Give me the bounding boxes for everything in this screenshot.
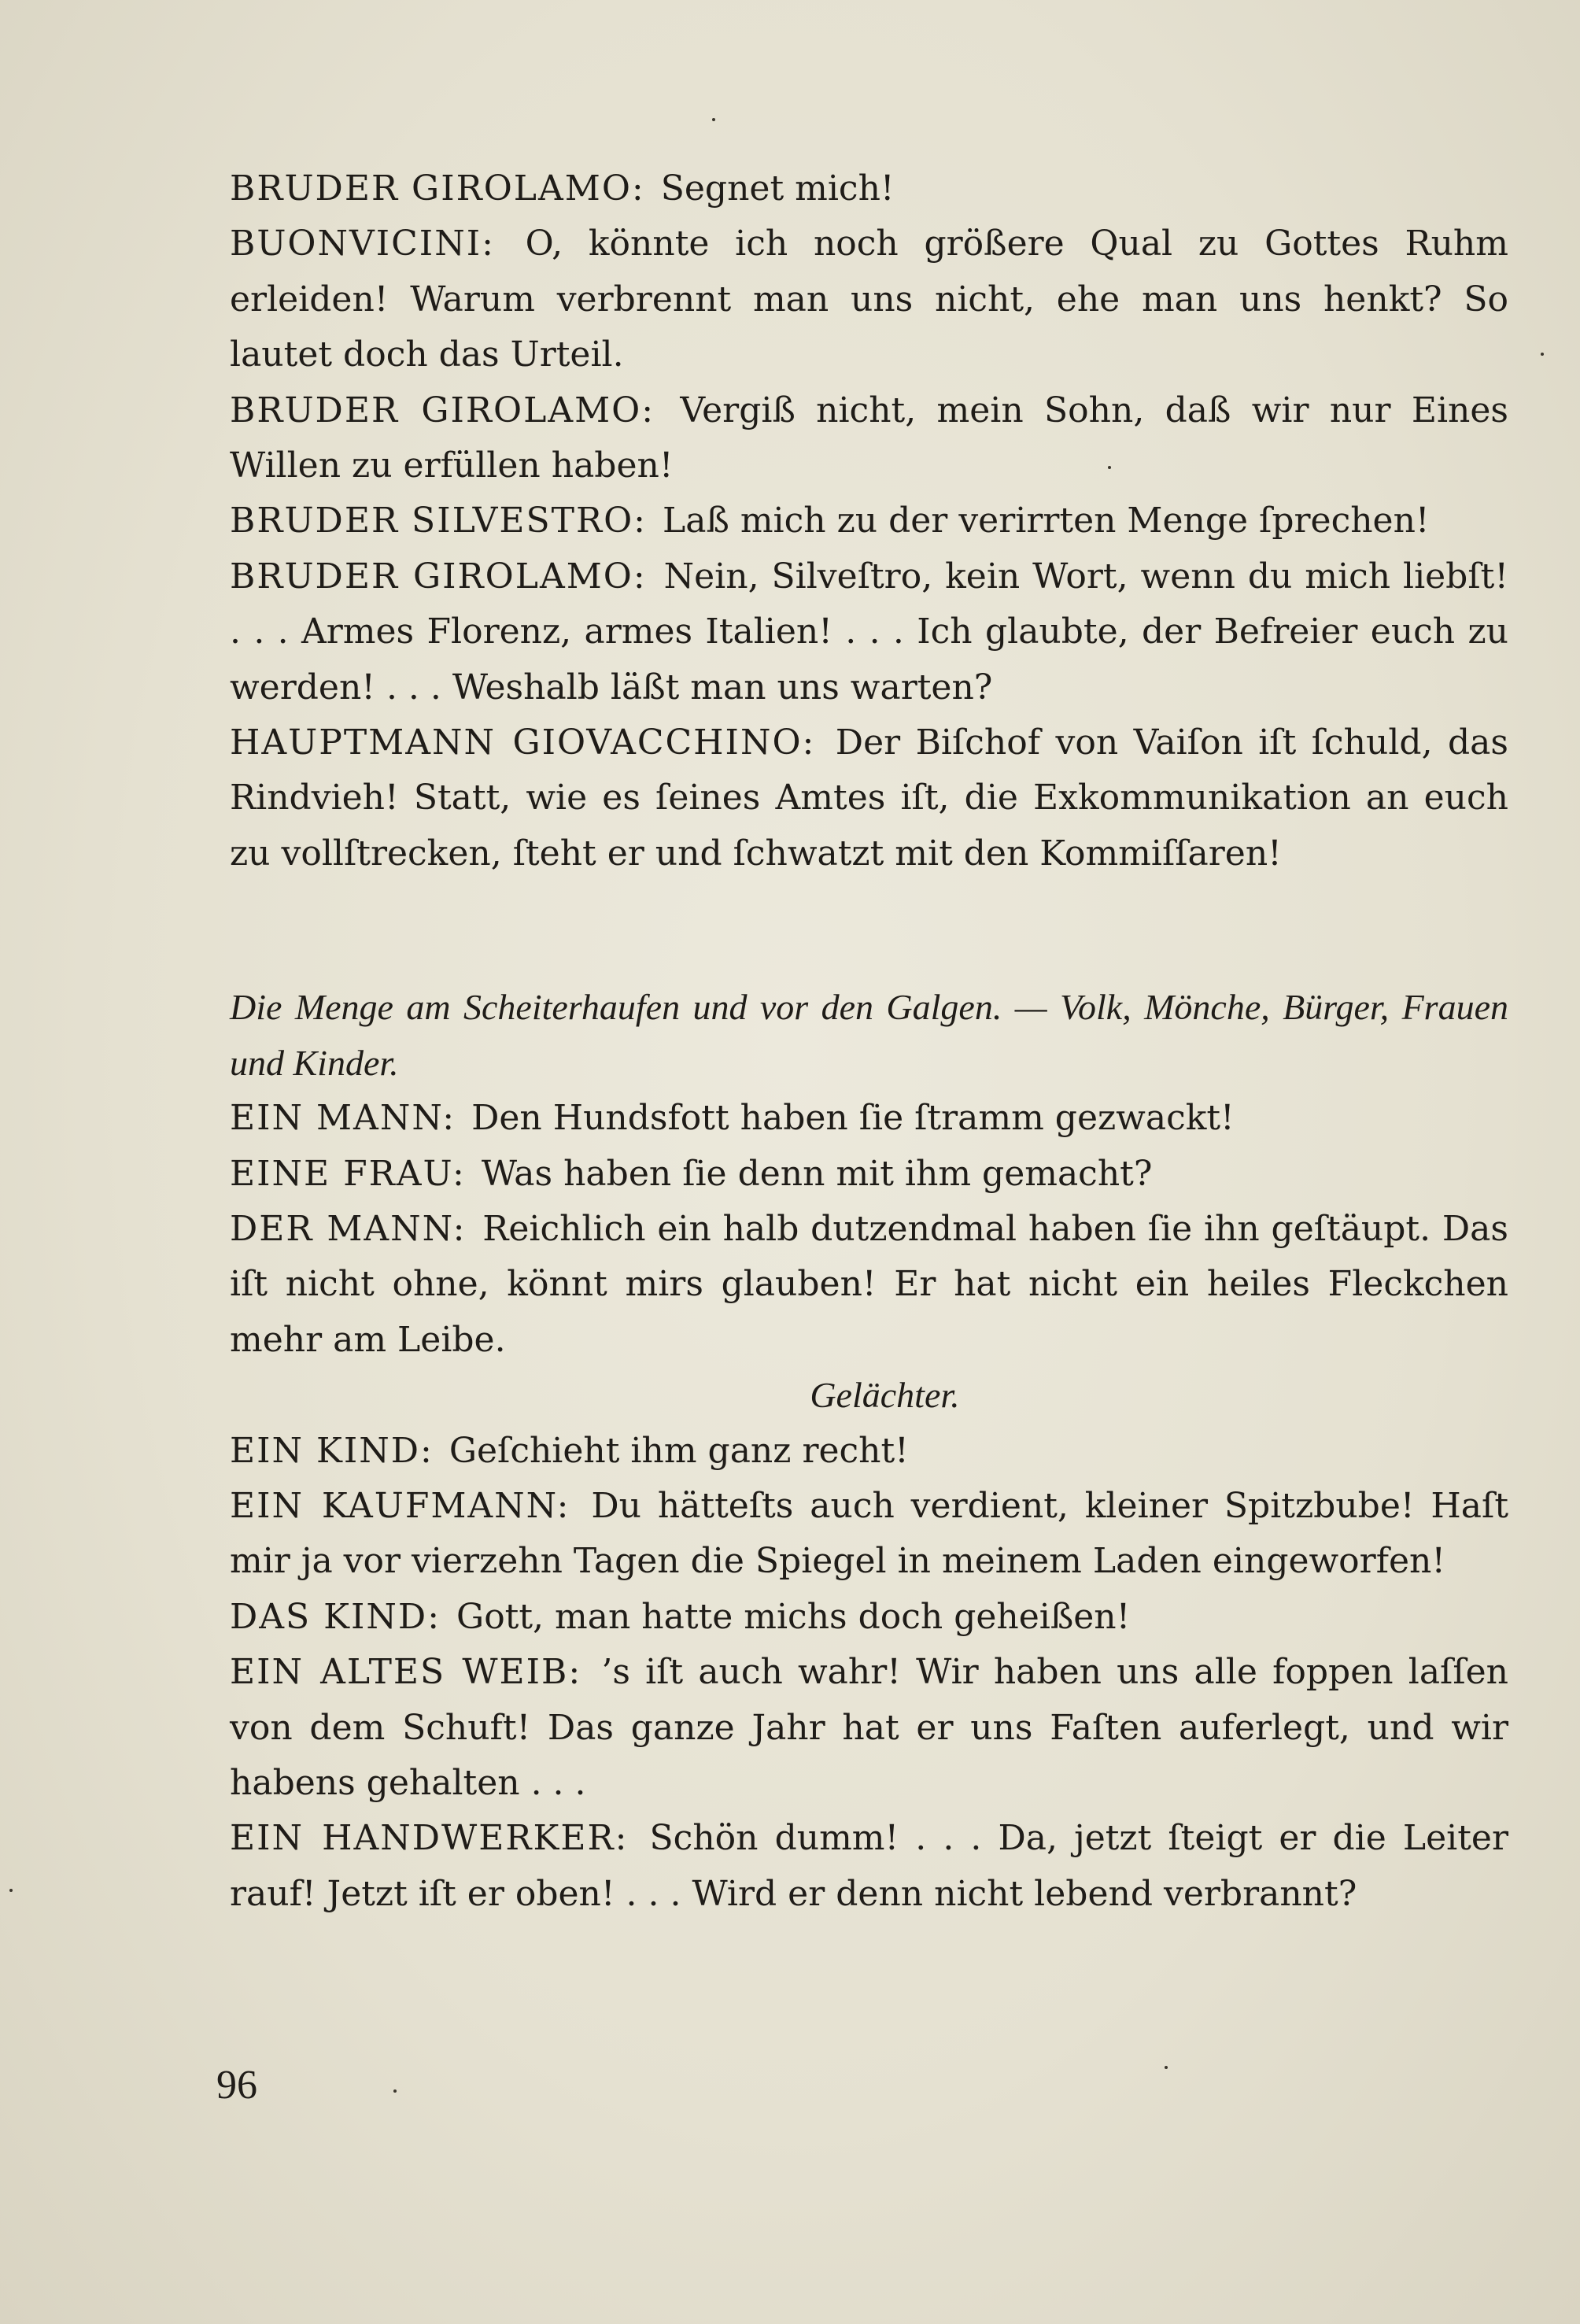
speaker-name: EIN MANN: — [230, 1098, 456, 1139]
dialogue-text: Vergiß nicht, mein Sohn, daß wir nur Eines Willen zu erfüllen haben! — [230, 390, 1508, 486]
dialogue-line — [230, 1479, 1508, 1590]
speaker-name: EINE FRAU: — [230, 1153, 466, 1194]
play-text — [230, 161, 1508, 1922]
dialogue-line — [230, 1645, 1508, 1811]
speaker-name: HAUPTMANN GIOVACCHINO: — [230, 722, 816, 763]
dialogue-text: Nein, Silveſtro, kein Wort, wenn du mich liebſt! . . . Armes Florenz, armes Italien! . . . Ich glaubte, der Befreier euch zu werden! . . . Weshalb läßt man uns warten? — [230, 556, 1508, 708]
dialogue-text: O, könnte ich noch größere Qual zu Gottes Ruhm erleiden! Warum verbrennt man uns nicht, ehe man uns henkt? So lautet doch das Urteil. — [230, 224, 1508, 375]
dialogue-line — [230, 161, 1508, 216]
dialogue-text: Du hätteſts auch verdient, kleiner Spitzbube! Haſt mir ja vor vierzehn Tagen die Spiegel in meinem Laden eingeworfen! — [230, 1485, 1508, 1582]
speaker-name: EIN HANDWERKER: — [230, 1818, 629, 1859]
dialogue-text: Was haben ſie denn mit ihm gemacht? — [481, 1153, 1153, 1194]
dialogue-line — [230, 1590, 1508, 1645]
speaker-name: DAS KIND: — [230, 1596, 441, 1637]
dialogue-text: Segnet mich! — [660, 168, 895, 209]
speaker-name: EIN ALTES WEIB: — [230, 1652, 582, 1693]
dialogue-line — [230, 715, 1508, 881]
speaker-name: BUONVICINI: — [230, 224, 495, 264]
paper-speck — [1165, 2066, 1168, 2069]
dialogue-line — [230, 549, 1508, 715]
page-number: 96 — [216, 2063, 257, 2108]
stage-direction: Die Menge am Scheiterhaufen und vor den Galgen. — Volk, Mönche, Bürger, Frauen und Kinder. — [230, 987, 1508, 1083]
dialogue-line — [230, 1811, 1508, 1922]
dialogue-text: Schön dumm! . . . Da, jetzt ſteigt er die Leiter rauf! Jetzt iſt er oben! . . . Wird er denn nicht lebend verbrannt? — [230, 1818, 1508, 1914]
speaker-name: BRUDER SILVESTRO: — [230, 501, 647, 541]
dialogue-line — [230, 493, 1508, 549]
speaker-name: EIN KIND: — [230, 1430, 434, 1471]
dialogue-text: Der Biſchof von Vaiſon iſt ſchuld, das Rindvieh! Statt, wie es ſeines Amtes iſt, die Exkommunikation an euch zu vollſtrecken, ſteht er und ſchwatzt mit den Kommiſſaren! — [230, 722, 1508, 874]
dialogue-text: Gott, man hatte michs doch geheißen! — [456, 1596, 1131, 1637]
speaker-name: BRUDER GIROLAMO: — [230, 556, 647, 597]
dialogue-text: ’s iſt auch wahr! Wir haben uns alle foppen laſſen von dem Schuft! Das ganze Jahr hat er uns Faſten auferlegt, und wir habens gehalten . . . — [230, 1652, 1508, 1803]
paper-speck — [9, 1889, 13, 1892]
paper-speck — [712, 118, 715, 121]
dialogue-text: Geſchieht ihm ganz recht! — [449, 1430, 909, 1471]
paper-speck — [1108, 466, 1111, 469]
speaker-name: EIN KAUFMANN: — [230, 1485, 570, 1526]
paper-speck — [1541, 353, 1544, 356]
dialogue-text: Den Hundsfott haben ſie ſtramm gezwackt! — [471, 1098, 1235, 1139]
dialogue-text: Reichlich ein halb dutzendmal haben ſie ihn geſtäupt. Das iſt nicht ohne, könnt mirs glauben! Er hat nicht ein heiles Fleckchen mehr am Leibe. — [230, 1208, 1508, 1360]
dialogue-line — [230, 1202, 1508, 1368]
paper-speck — [393, 2089, 397, 2093]
dialogue-text: Laß mich zu der verirrten Menge ſprechen! — [663, 501, 1430, 541]
dialogue-line — [230, 1424, 1508, 1479]
dialogue-line — [230, 383, 1508, 494]
dialogue-line — [230, 1147, 1508, 1202]
stage-direction-centered: Gelächter. — [810, 1375, 960, 1416]
dialogue-line — [230, 1091, 1508, 1146]
speaker-name: DER MANN: — [230, 1208, 467, 1249]
speaker-name: BRUDER GIROLAMO: — [230, 168, 645, 209]
dialogue-line — [230, 216, 1508, 382]
speaker-name: BRUDER GIROLAMO: — [230, 390, 655, 430]
